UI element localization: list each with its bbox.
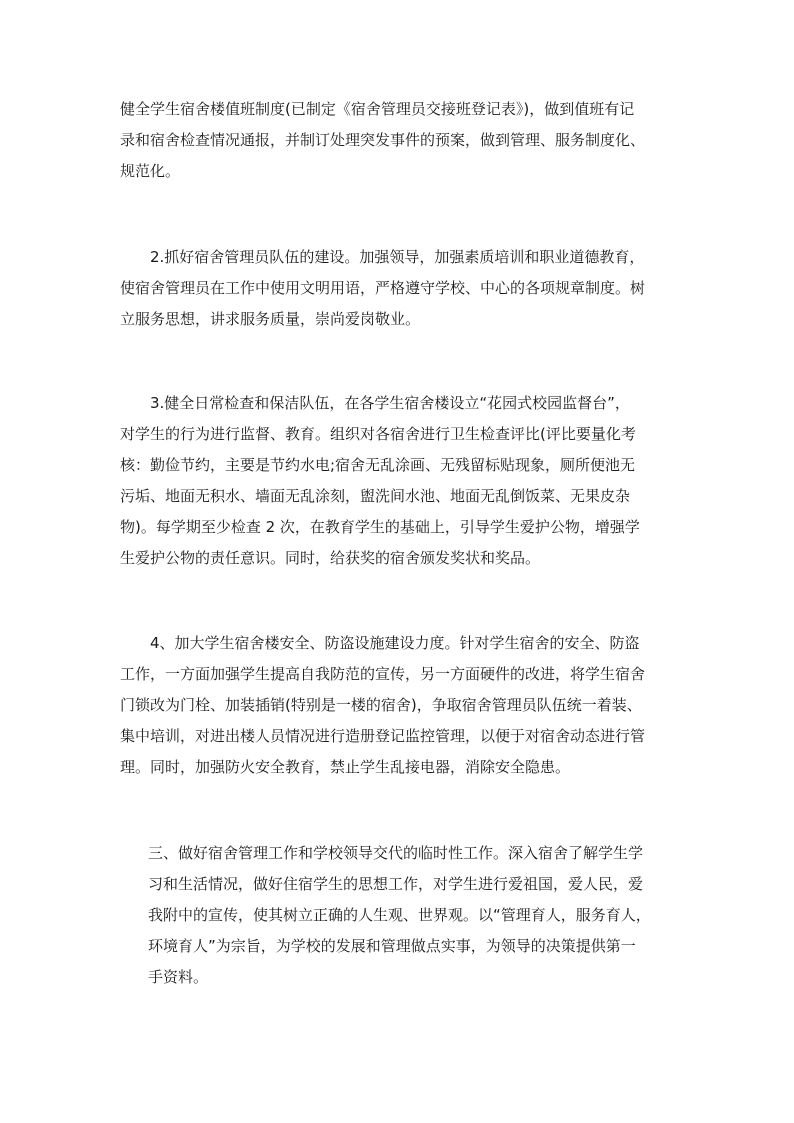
paragraph-section-three xyxy=(148,838,651,993)
text-line: 习和生活情况，做好住宿学生的思想工作，对学生进行爱祖国，爱人民，爱 xyxy=(148,875,644,893)
text-line: 理。同时，加强防火安全教育，禁止学生乱接电器，消除安全隐患。 xyxy=(120,758,571,776)
paragraph-duty-system xyxy=(120,94,645,187)
text-line: 三、做好宿舍管理工作和学校领导交代的临时性工作。深入宿舍了解学生学 xyxy=(148,844,644,862)
text-line: 健全学生宿舍楼值班制度(已制定《宿舍管理员交接班登记表》)，做到值班有记 xyxy=(120,100,635,118)
paragraph-inspection xyxy=(120,388,640,574)
text-line: 手资料。 xyxy=(148,968,209,986)
paragraph-staff-building xyxy=(120,242,645,335)
text-line: 门锁改为门栓、加装插销(特别是一楼的宿舍)，争取宿舍管理员队伍统一着装、 xyxy=(120,696,642,714)
text-line: 使宿舍管理员在工作中使用文明用语，严格遵守学校、中心的各项规章制度。树 xyxy=(120,279,646,297)
text-line: 物)。每学期至少检查 2 次，在教育学生的基础上，引导学生爱护公物，增强学 xyxy=(120,518,640,536)
text-line: 立服务思想，讲求服务质量，崇尚爱岗敬业。 xyxy=(120,310,421,328)
paragraph-safety xyxy=(120,628,645,783)
text-line: 集中培训，对进出楼人员情况进行造册登记监控管理，以便于对宿舍动态进行管 xyxy=(120,727,646,745)
text-line: 4、加大学生宿舍楼安全、防盗设施建设力度。针对学生宿舍的安全、防盗 xyxy=(120,634,640,652)
text-line: 工作，一方面加强学生提高自我防范的宣传，另一方面硬件的改进，将学生宿舍 xyxy=(120,665,646,683)
text-line: 录和宿舍检查情况通报，并制订处理突发事件的预案，做到管理、服务制度化、 xyxy=(120,131,646,149)
text-line: 对学生的行为进行监督、教育。组织对各宿舍进行卫生检查评比(评比要量化考 xyxy=(120,425,636,443)
text-line: 规范化。 xyxy=(120,162,181,180)
text-line: 3.健全日常检查和保洁队伍，在各学生宿舍楼设立“花园式校园监督台”， xyxy=(120,394,630,412)
text-line: 生爱护公物的责任意识。同时，给获奖的宿舍颁发奖状和奖品。 xyxy=(120,549,541,567)
text-line: 2.抓好宿舍管理员队伍的建设。加强领导，加强素质培训和职业道德教育， xyxy=(120,248,645,266)
text-line: 核：勤俭节约，主要是节约水电;宿舍无乱涂画、无残留标贴现象，厕所便池无 xyxy=(120,456,636,474)
text-line: 我附中的宣传，使其树立正确的人生观、世界观。以“管理育人，服务育人， xyxy=(148,906,651,924)
text-line: 污垢、地面无积水、墙面无乱涂刻，盥洗间水池、地面无乱倒饭菜、无果皮杂 xyxy=(120,487,631,505)
text-line: 环境育人”为宗旨，为学校的发展和管理做点实事，为领导的决策提供第一 xyxy=(148,937,636,955)
